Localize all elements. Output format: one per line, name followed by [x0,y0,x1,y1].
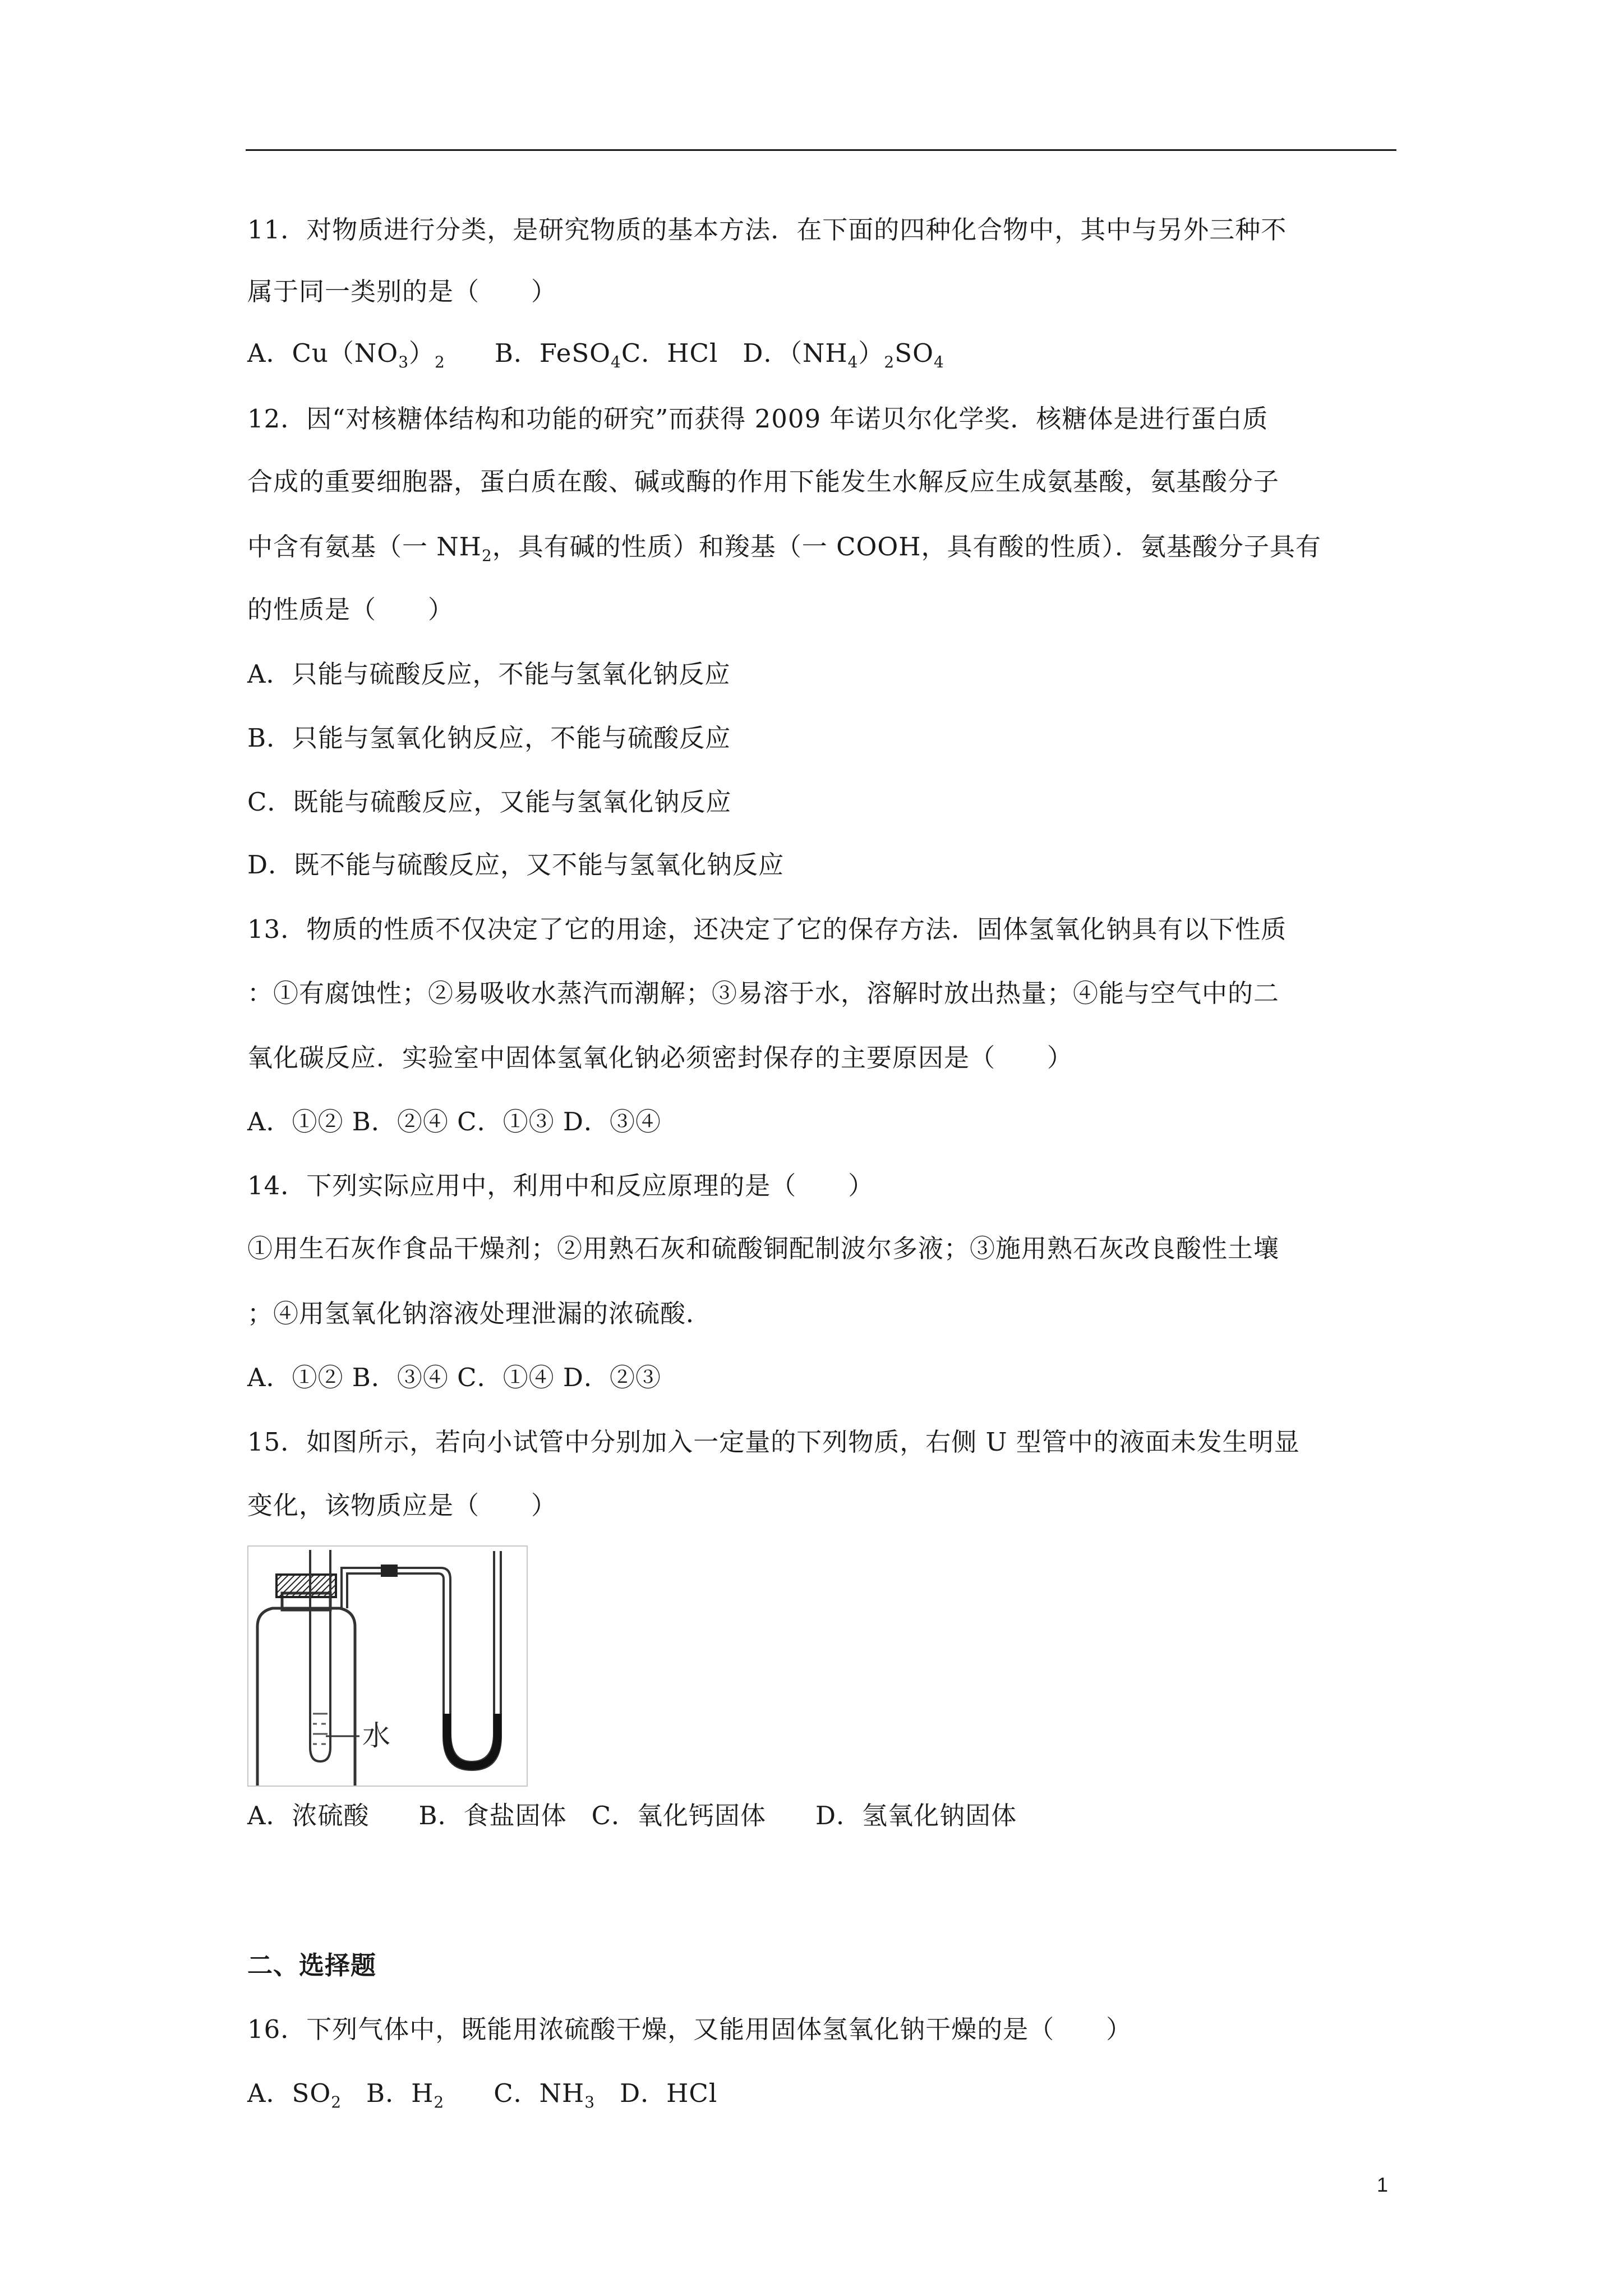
q15-option-d: D．氢氧化钠固体 [815,1801,1017,1830]
q11-option-a: A．$Cu(NO_3)_2$ [247,338,445,371]
q16-option-a: A．$SO_2$ [247,2078,342,2111]
bottle [257,1608,355,1786]
q16-option-d: D．HCl [620,2078,718,2108]
q15-options [247,1799,1017,1833]
q14-stem-line3: ；④用氢氧化钠溶液处理泄漏的浓硫酸． [247,1299,712,1328]
q11-stem-line1: 11．对物质进行分类，是研究物质的基本方法．在下面的四种化合物中，其中与另外三种不 [247,215,1287,245]
q15-option-b: B．食盐固体 [418,1801,567,1830]
q16-option-c: C．$NH_3$ [494,2078,596,2111]
q11-stem-line2: 属于同一类别的是（ ） [247,277,557,306]
page-number: 1 [1377,2173,1389,2196]
q11-option-b: B．FeSO$_4$ [494,338,621,371]
q12-stem-line2: 合成的重要细胞器，蛋白质在酸、碱或酶的作用下能发生水解反应生成氨基酸，氨基酸分子 [247,467,1280,496]
q14-stem-line2: ①用生石灰作食品干燥剂；②用熟石灰和硫酸铜配制波尔多液；③施用熟石灰改良酸性土壤 [247,1234,1280,1263]
q12-stem-line4: 的性质是（ ） [247,595,454,624]
q13-stem-line1: 13．物质的性质不仅决定了它的用途，还决定了它的保存方法．固体氢氧化钠具有以下性质 [247,914,1287,944]
q13-options: A．①② B．②④ C．①③ D．③④ [247,1107,661,1137]
q12-stem-line1: 12．因“对核糖体结构和功能的研究”而获得 2009 年诺贝尔化学奖．核糖体是进行蛋白质 [247,404,1269,434]
q12-option-a: A．只能与硫酸反应，不能与氢氧化钠反应 [247,659,731,689]
rubber-stopper [276,1575,336,1597]
u-tube-liquid [447,1714,497,1766]
q15-option-c: C．氧化钙固体 [591,1801,767,1830]
q11-option-d: D．$(NH_4)_2SO_4$ [743,338,944,371]
q12-option-b: B．只能与氢氧化钠反应，不能与硫酸反应 [247,723,731,753]
u-tube [444,1551,501,1770]
q14-stem-line1: 14．下列实际应用中，利用中和反应原理的是（ ） [247,1171,874,1200]
water-label: 水 [362,1719,390,1752]
q12-stem-line3: 中含有氨基（一 $NH_2$，具有碱的性质）和羧基（一 COOH，具有酸的性质）．氨基酸分子具有 [247,532,1322,565]
q16-option-b: B．$H_2$ [366,2078,445,2111]
apparatus-figure [247,1545,528,1787]
section-heading: 二、选择题 [247,1950,377,1980]
q12-option-c: C．既能与硫酸反应，又能与氢氧化钠反应 [247,787,732,817]
q13-stem-line3: 氧化碳反应．实验室中固体氢氧化钠必须密封保存的主要原因是（ ） [247,1043,1073,1073]
q12-option-d: D．既不能与硫酸反应，又不能与氢氧化钠反应 [247,850,785,880]
q15-stem-line1: 15．如图所示，若向小试管中分别加入一定量的下列物质，右侧 U 型管中的液面未发生明显 [247,1427,1300,1457]
q13-stem-line2: ：①有腐蚀性；②易吸收水蒸汽而潮解；③易溶于水，溶解时放出热量；④能与空气中的二 [247,978,1280,1008]
q11-option-c: C．HCl [621,338,718,368]
q16-stem-line1: 16．下列气体中，既能用浓硫酸干燥，又能用固体氢氧化钠干燥的是（ ） [247,2014,1132,2044]
q11-options [247,337,944,370]
q16-options [247,2077,717,2110]
q15-stem-line2: 变化，该物质应是（ ） [247,1490,557,1520]
q15-option-a: A．浓硫酸 [247,1801,370,1830]
q14-options: A．①② B．③④ C．①④ D．②③ [247,1363,661,1392]
header-rule [246,149,1396,151]
